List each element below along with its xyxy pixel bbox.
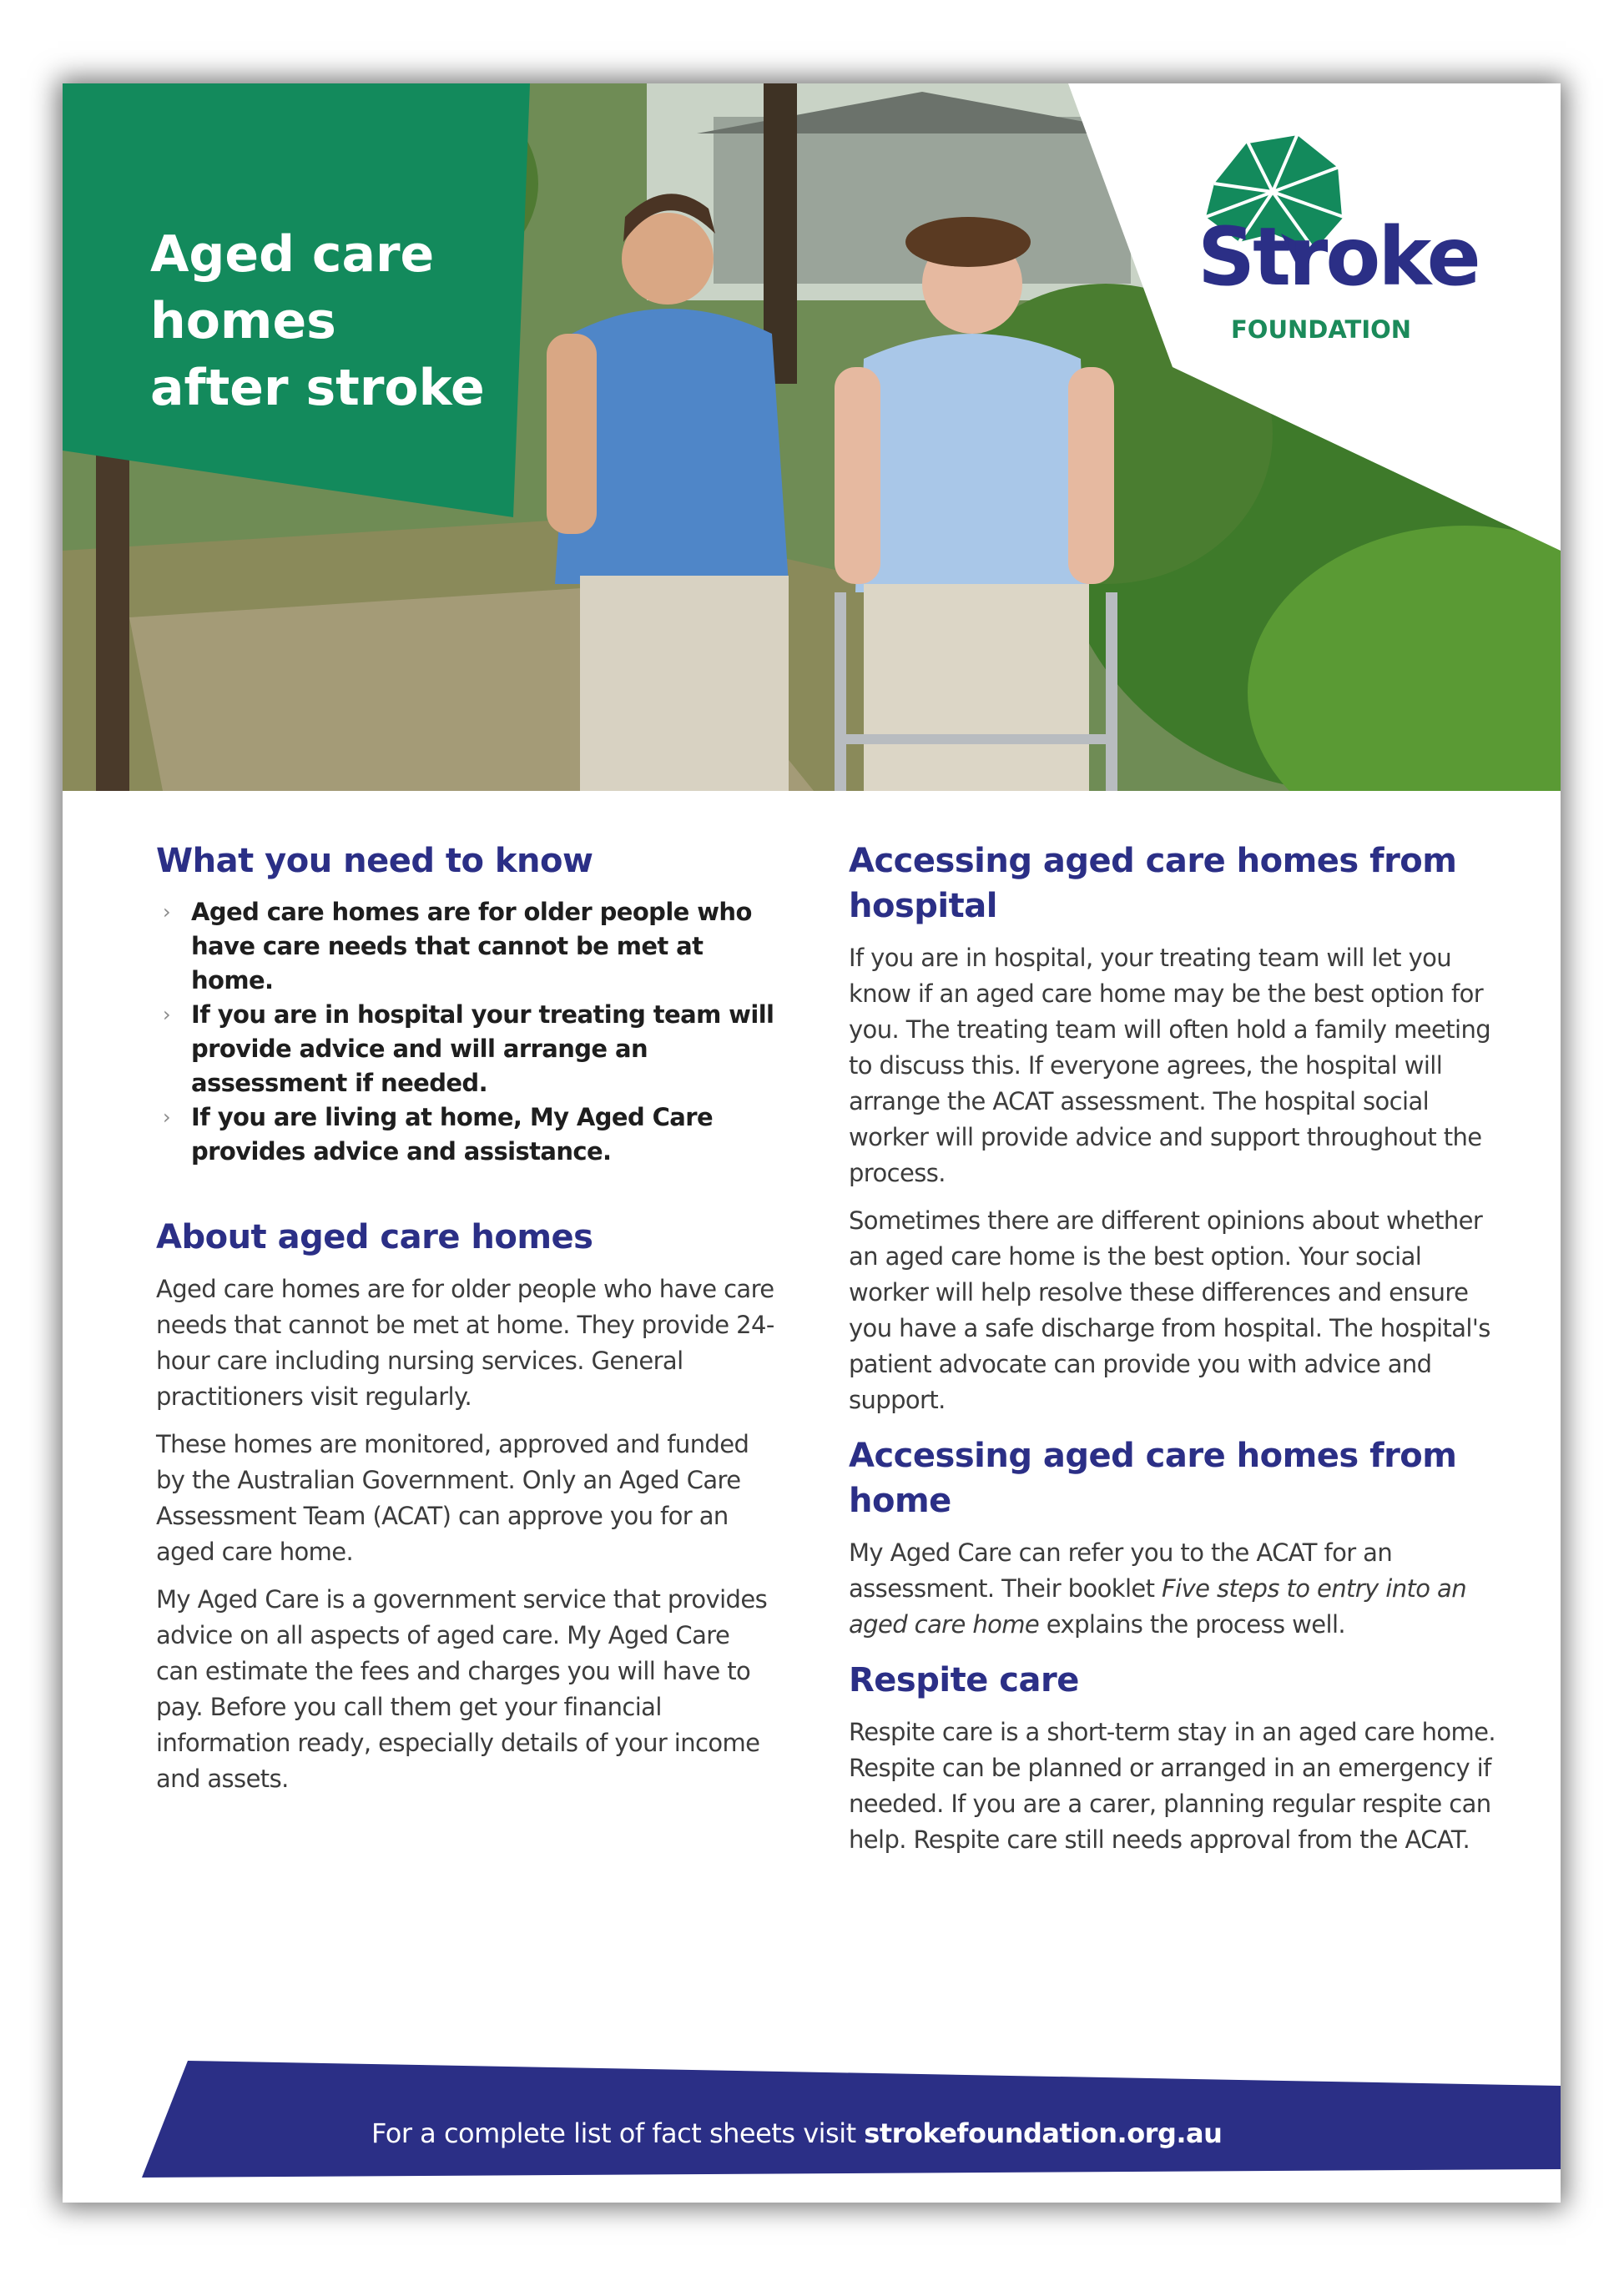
about-paragraph: These homes are monitored, approved and funded by the Australian Government. Only an Aged Care Assessment Team (ACAT) can approve you for an aged care home. bbox=[156, 1430, 749, 1566]
fact-sheet-page bbox=[63, 83, 1561, 2203]
booklet-title: Five steps to entry into an aged care home bbox=[849, 1574, 1467, 1639]
logo-wordmark: Stroke bbox=[1198, 210, 1479, 304]
stroke-foundation-logo bbox=[1198, 133, 1515, 344]
hero-photo bbox=[63, 83, 1561, 791]
key-points-list bbox=[156, 895, 778, 1169]
list-item: › If you are living at home, My Aged Care provides advice and assistance. bbox=[156, 1100, 778, 1169]
respite-paragraph: Respite care is a short-term stay in an aged care home. Respite can be planned or arranged in an emergency if needed. If you are a carer, planning regular respite can help. Respite care still needs approval from the ACAT. bbox=[849, 1718, 1496, 1854]
about-heading: About aged care homes bbox=[156, 1218, 593, 1256]
right-column bbox=[849, 838, 1508, 1858]
list-item: › If you are in hospital your treating team will provide advice and will arrange an assessment if needed. bbox=[156, 998, 778, 1100]
respite-heading: Respite care bbox=[849, 1661, 1079, 1699]
chevron-right-icon: › bbox=[163, 1105, 170, 1129]
chevron-right-icon: › bbox=[163, 900, 170, 924]
from-home-paragraph: My Aged Care can refer you to the ACAT for an assessment. Their booklet Five steps to entry into an aged care home explains the process well. bbox=[849, 1538, 1467, 1639]
chevron-right-icon: › bbox=[163, 1003, 170, 1026]
left-column bbox=[156, 838, 778, 1797]
logo-subtitle: FOUNDATION bbox=[1231, 315, 1412, 344]
list-item: › Aged care homes are for older people who have care needs that cannot be met at home. bbox=[156, 895, 778, 998]
from-home-heading: Accessing aged care homes from home bbox=[849, 1437, 1457, 1520]
from-hospital-paragraph: Sometimes there are different opinions about whether an aged care home is the best option. Your social worker will help resolve these differences and ensure you have a safe discharge from hospital. The hospital's patient advocate can provide you with advice and support. bbox=[849, 1206, 1490, 1414]
about-paragraph: My Aged Care is a government service that provides advice on all aspects of aged care. My Aged Care can estimate the fees and charges you will have to pay. Before you call them get your financial information ready, especially details of your income and assets. bbox=[156, 1585, 768, 1793]
from-hospital-heading: Accessing aged care homes from hospital bbox=[849, 842, 1457, 925]
about-paragraph: Aged care homes are for older people who have care needs that cannot be met at home. They provide 24-hour care including nursing services. General practitioners visit regularly. bbox=[156, 1275, 774, 1411]
website-link[interactable]: strokefoundation.org.au bbox=[864, 2117, 1223, 2149]
page-title: Aged care homes after stroke bbox=[150, 225, 485, 417]
from-hospital-paragraph: If you are in hospital, your treating team will let you know if an aged care home may be the best option for you. The treating team will often hold a family meeting to discuss this. If everyone agrees, the hospital will arrange the ACAT assessment. The hospital social worker will provide advice and support throughout the process. bbox=[849, 944, 1491, 1187]
need-to-know-heading: What you need to know bbox=[156, 842, 593, 880]
footer-text: For a complete list of fact sheets visit strokefoundation.org.au bbox=[371, 2117, 1223, 2149]
